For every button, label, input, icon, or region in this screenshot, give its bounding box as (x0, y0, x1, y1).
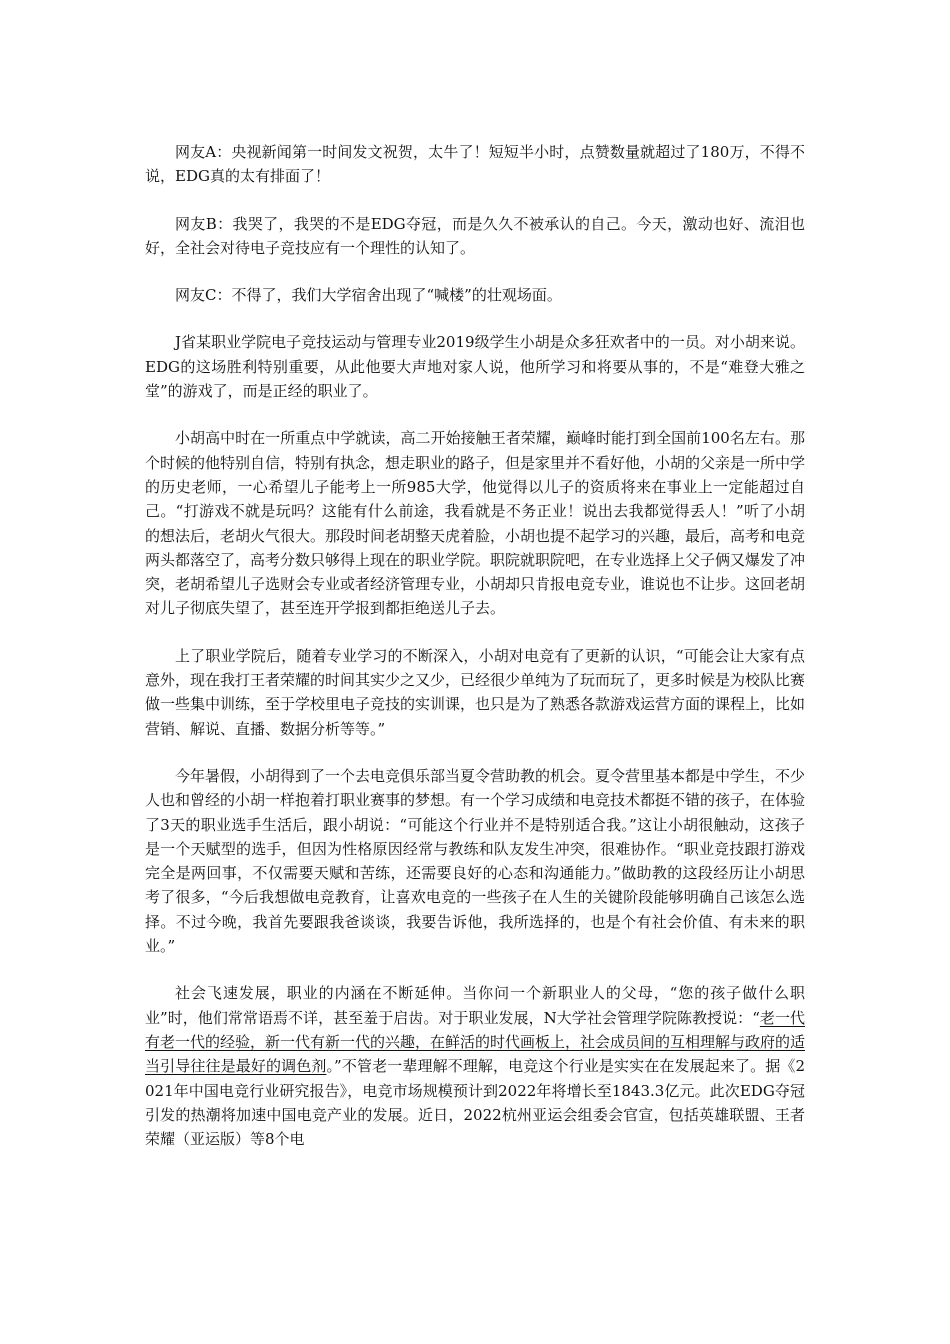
text-before-quote: 社会飞速发展，职业的内涵在不断延伸。当你问一个新职业人的父母，“您的孩子做什么职业”时，他们常常语焉不详，甚至羞于启齿。对于职业发展，N大学社会管理学院陈教授说：“ (145, 984, 805, 1027)
paragraph-xiaohu-college: 上了职业学院后，随着专业学习的不断深入，小胡对电竞有了更新的认识，“可能会让大家有点意外，现在我打王者荣耀的时间其实少之又少，已经很少单纯为了玩而玩了，更多时候是为校队比赛做一些集中训练，至于学校里电子竞技的实训课，也只是为了熟悉各款游戏运营方面的课程上，比如营销、解说、直播、数据分析等等。” (145, 646, 806, 738)
article-body (145, 140, 805, 1174)
paragraph-society-development (145, 981, 805, 1151)
paragraph-netizen-b: 网友B：我哭了，我哭的不是EDG夺冠，而是久久不被承认的自己。今天，激动也好、流泪也好，全社会对待电子竞技应有一个理性的认知了。 (145, 214, 805, 257)
paragraph-netizen-c: 网友C：不得了，我们大学宿舍出现了“喊楼”的壮观场面。 (175, 286, 562, 305)
text-after-quote: 。”不管老一辈理解不理解，电竞这个行业是实实在在发展起来了。据《2021年中国电竞行业研究报告》，电竞市场规模预计到2022年将增长至1843.3亿元。此次EDG夺冠引发的热潮将加速中国电竞产业的发展。近日，2022杭州亚运会组委会官宣，包括英雄联盟、王者荣耀（亚运版）等8个电 (145, 1057, 805, 1149)
underlined-quote: 老一代有老一代的经验，新一代有新一代的兴趣，在鲜活的时代画板上，社会成员间的互相理解与政府的适当引导往往是最好的调色剂 (145, 1008, 806, 1076)
paragraph-xiaohu-intro: J省某职业学院电子竞技运动与管理专业2019级学生小胡是众多狂欢者中的一员。对小胡来说。EDG的这场胜利特别重要，从此他要大声地对家人说，他所学习和将要从事的，不是“难登大雅之堂”的游戏了，而是正经的职业了。 (145, 333, 805, 401)
paragraph-summer-camp: 今年暑假，小胡得到了一个去电竞俱乐部当夏令营助教的机会。夏令营里基本都是中学生，不少人也和曾经的小胡一样抱着打职业赛事的梦想。有一个学习成绩和电竞技术都挺不错的孩子，在体验了3天的职业选手生活后，跟小胡说：“可能这个行业并不是特别适合我。”这让小胡很触动，这孩子是一个天赋型的选手，但因为性格原因经常与教练和队友发生冲突，很难协作。“职业竞技跟打游戏完全是两回事，不仅需要天赋和苦练，还需要良好的心态和沟通能力。”做助教的这段经历让小胡思考了很多，“今后我想做电竞教育，让喜欢电竞的一些孩子在人生的关键阶段能够明确自己该怎么选择。不过今晚，我首先要跟我爸谈谈，我要告诉他，我所选择的，也是个有社会价值、有未来的职业。” (145, 766, 806, 956)
paragraph-netizen-a: 网友A：央视新闻第一时间发文祝贺，太牛了！短短半小时，点赞数量就超过了180万，不得不说，EDG真的太有排面了！ (145, 143, 805, 186)
paragraph-xiaohu-highschool: 小胡高中时在一所重点中学就读，高二开始接触王者荣耀，巅峰时能打到全国前100名左右。那个时候的他特别自信，特别有执念，想走职业的路子，但是家里并不看好他，小胡的父亲是一所中学的历史老师，一心希望儿子能考上一所985大学，他觉得以儿子的资质将来在事业上一定能超过自己。“打游戏不就是玩吗？这能有什么前途，我看就是不务正业！说出去我都觉得丢人！”听了小胡的想法后，老胡火气很大。那段时间老胡整天虎着脸，小胡也提不起学习的兴趣，最后，高考和电竞两头都落空了，高考分数只够得上现在的职业学院。职院就职院吧，在专业选择上父子俩又爆发了冲突，老胡希望儿子选财会专业或者经济管理专业，小胡却只肯报电竞专业，谁说也不让步。这回老胡对儿子彻底失望了，甚至连开学报到都拒绝送儿子去。 (145, 429, 806, 618)
